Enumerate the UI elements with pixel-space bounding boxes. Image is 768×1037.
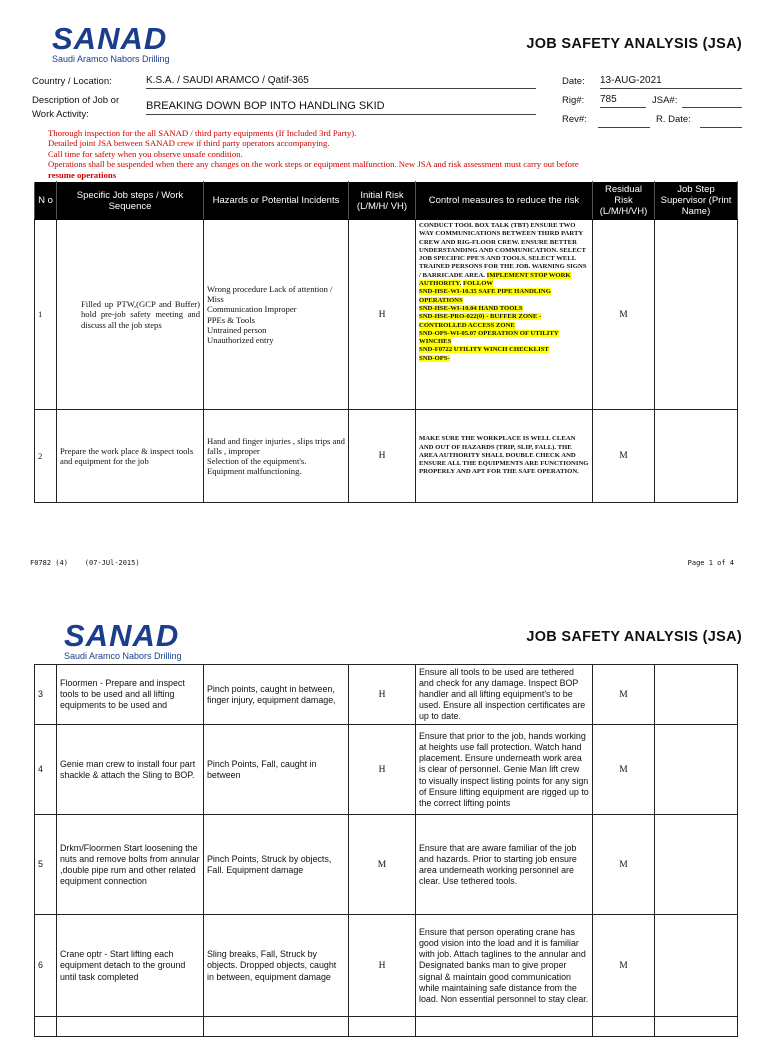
date-label: Date: [562, 76, 585, 87]
table-row [35, 725, 738, 815]
residual-risk: M [593, 725, 655, 815]
control-highlight: SND-OPS- [419, 354, 450, 362]
hazards: Pinch Points, Struck by objects, Fall. Equipment damage [204, 815, 349, 915]
control-highlight: SND-HSE-PRO-022(0) - BUFFER ZONE - CONTROLLED ACCESS ZONE [419, 313, 542, 329]
row-number: 6 [35, 915, 57, 1017]
hazard-line: Hand and finger injuries , slips trips and falls , improper [207, 435, 345, 456]
col-header-initial-risk: Initial Risk (L/M/H/ VH) [349, 182, 416, 220]
control-highlight: SND-HSE-WI-10.35 SAFE PIPE HANDLING OPERATIONS [419, 288, 551, 304]
supervisor-name[interactable] [655, 915, 738, 1017]
table-row [35, 665, 738, 725]
jsa-label: JSA#: [652, 95, 678, 106]
control-measures: Ensure that person operating crane has good vision into the load and it is familiar with job. Attach taglines to the annular and Designated banks man to give proper signal & maintain good communication while maintaining safe distance from the load. Non essential personnel to stay clear. [416, 915, 593, 1017]
job-step: Genie man crew to install four part shackle & attach the Sling to BOP. [57, 725, 204, 815]
control-highlight: IMPLEMENT STOP WORK AUTHORITY. [419, 271, 571, 288]
description-label-line2: Work Activity: [32, 109, 89, 120]
table-header-row [35, 182, 738, 220]
description-value: BREAKING DOWN BOP INTO HANDLING SKID [146, 100, 536, 115]
logo-wordmark: SANAD [64, 618, 180, 653]
form-number: F0782 (4) (07-JUl-2015) [30, 559, 140, 567]
row-number: 5 [35, 815, 57, 915]
table-row [35, 815, 738, 915]
supervisor-name[interactable] [655, 220, 738, 410]
note-line: Thorough inspection for the all SANAD / third party equipments (If Included 3rd Party). [48, 128, 357, 138]
logo-tagline: Saudi Aramco Nabors Drilling [52, 54, 170, 64]
initial-risk: H [349, 665, 416, 725]
note-line: Operations shall be suspended when there any changes on the work steps or equipment malfunction. New JSA and risk assessment must carry out before [48, 159, 579, 170]
supervisor-name[interactable] [655, 665, 738, 725]
rev-value [598, 114, 650, 128]
company-logo [64, 618, 194, 661]
row-number: 1 [35, 220, 57, 410]
jsa-table-page-2 [34, 664, 738, 1037]
logo-wordmark: SANAD [52, 21, 168, 56]
control-measures: Ensure that prior to the job, hands working at heights use fall protection. Watch hand placement. Ensure underneath work area is clear of personnel. Genie Man lift crew to visually inspect listing points for any sign of Ensure lifting equipment are rigged up to the correct lifting points [416, 725, 593, 815]
document-title: JOB SAFETY ANALYSIS (JSA) [526, 629, 742, 645]
jsa-table-page-1 [34, 181, 738, 503]
table-row [35, 220, 738, 410]
hazard-line: Untrained person [207, 324, 267, 335]
control-measures: Ensure that are aware familiar of the job and hazards. Prior to starting job ensure area underneath working personnel are clear. Use tethered tools. [416, 815, 593, 915]
jsa-value [682, 94, 742, 108]
initial-risk: H [349, 410, 416, 503]
col-header-residual-risk: Residual Risk (L/M/H/VH) [593, 182, 655, 220]
row-number: 4 [35, 725, 57, 815]
control-highlight: SND-HSE-WI-10.04 HAND TOOLS [419, 304, 523, 312]
rig-value: 785 [600, 94, 646, 108]
col-header-hazards: Hazards or Potential Incidents [204, 182, 349, 220]
job-step: Drkm/Floormen Start loosening the nuts and remove bolts from annular ,double pipe rum and other related equipment connection [57, 815, 204, 915]
col-header-no: N o [35, 182, 57, 220]
initial-risk: H [349, 220, 416, 410]
table-row [35, 410, 738, 503]
control-measures: MAKE SURE THE WORKPLACE IS WELL CLEAN AND OUT OF HAZARDS (TRIP, SLIP, FALL). THE AREA AUTHORITY SHALL DOUBLE CHECK AND ENSURE ALL THE EQUIPMENTS ARE FUNCTIONING PROPERLY AND APT FOR THE SAFE OPERATION. [416, 410, 593, 503]
row-number: 3 [35, 665, 57, 725]
company-logo [52, 21, 182, 64]
control-measures: Ensure all tools to be used are tethered and check for any damage. Inspect BOP handler and all lifting equipment's to be used. Ensure all inspection certificates are up to date. [416, 665, 593, 725]
rig-label: Rig#: [562, 95, 585, 106]
residual-risk: M [593, 220, 655, 410]
page-number: Page 1 of 4 [687, 559, 734, 567]
hazard-line: Selection of the equipment's. [207, 456, 307, 466]
safety-notes [48, 128, 748, 180]
control-highlight: FOLLOW [462, 280, 494, 288]
hazard-line: Unauthorized entry [207, 334, 274, 345]
residual-risk: M [593, 410, 655, 503]
note-line: resume operations [48, 169, 117, 180]
table-row [35, 915, 738, 1017]
hazard-line: Equipment malfunctioning. [207, 466, 302, 477]
row-number: 2 [35, 410, 57, 503]
job-step: Filled up PTW,(GCP and Buffer) hold pre-job safety meeting and discuss all the job steps [57, 220, 204, 410]
initial-risk: H [349, 725, 416, 815]
hazard-line: Wrong procedure Lack of attention / Miss [207, 283, 333, 305]
country-value: K.S.A. / SAUDI ARAMCO / Qatif-365 [146, 75, 536, 89]
residual-risk: M [593, 665, 655, 725]
note-line: Detailed joint JSA between SANAD crew if third party operators accompanying. [48, 138, 330, 149]
logo-tagline: Saudi Aramco Nabors Drilling [64, 651, 182, 661]
hazards: Sling breaks, Fall, Struck by objects. Dropped objects, caught in between, equipment damage [204, 915, 349, 1017]
job-step: Prepare the work place & inspect tools and equipment for the job [57, 410, 204, 503]
initial-risk: M [349, 815, 416, 915]
job-step: Crane optr - Start lifting each equipment detach to the ground until task completed [57, 915, 204, 1017]
rdate-value [700, 114, 742, 128]
control-highlight: SND-F0722 UTILITY WINCH CHECKLIST [419, 346, 549, 354]
note-line: Call time for safety when you observe unsafe condition. [48, 148, 243, 159]
document-title: JOB SAFETY ANALYSIS (JSA) [526, 36, 742, 52]
hazard-line: PPEs & Tools [207, 314, 255, 325]
control-text: CONDUCT TOOL BOX TALK (TBT) ENSURE TWO WAY COMMUNICATIONS BETWEEN THIRD PARTY CREW AND RIG-FLOOR CREW. ENSURE BETTER UNDERSTANDING AND COMMUNICATION. SELECT JOB SPECIFIC PPE'S AND TOOLS. SELECT WELL TRAINED PERSONS FOR THE JOB. WARNING SIGNS / BARRICADE AREA. [419, 222, 587, 279]
supervisor-name[interactable] [655, 815, 738, 915]
hazards: Pinch Points, Fall, caught in between [204, 725, 349, 815]
hazards [204, 410, 349, 503]
col-header-control: Control measures to reduce the risk [416, 182, 593, 220]
hazards: Pinch points, caught in between, finger injury, equipment damage, [204, 665, 349, 725]
rev-label: Rev#: [562, 114, 587, 125]
col-header-supervisor: Job Step Supervisor (Print Name) [655, 182, 738, 220]
col-header-steps: Specific Job steps / Work Sequence [57, 182, 204, 220]
job-step: Floormen - Prepare and inspect tools to be used and all lifting equipments to be used and [57, 665, 204, 725]
description-label-line1: Description of Job or [32, 95, 120, 106]
initial-risk: H [349, 915, 416, 1017]
control-highlight: SND-OPS-WI-05.07 OPERATION OF UTILITY WINCHES [419, 329, 559, 346]
residual-risk: M [593, 915, 655, 1017]
table-row [35, 1017, 738, 1037]
hazards [204, 220, 349, 410]
hazard-line: Communication Improper [207, 304, 297, 315]
date-value: 13-AUG-2021 [600, 75, 742, 89]
supervisor-name[interactable] [655, 725, 738, 815]
rdate-label: R. Date: [656, 114, 691, 125]
control-measures [416, 220, 593, 410]
supervisor-name[interactable] [655, 410, 738, 503]
residual-risk: M [593, 815, 655, 915]
country-label: Country / Location: [32, 76, 112, 87]
